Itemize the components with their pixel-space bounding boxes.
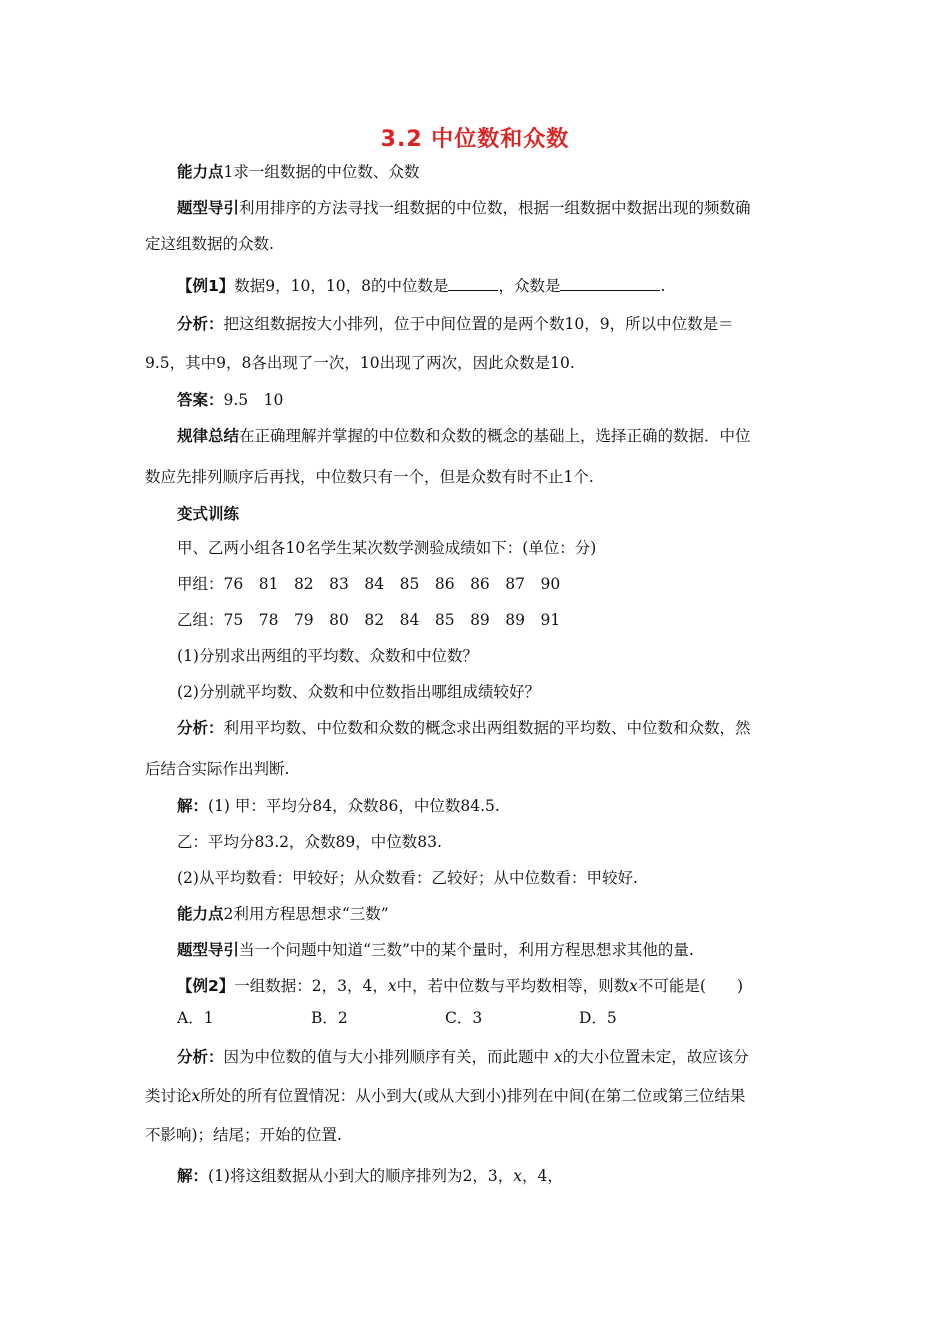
solution-line1: (1) 甲：平均分84，众数86，中位数84.5. bbox=[208, 797, 500, 815]
question-guide-1 bbox=[177, 197, 751, 219]
example-text-a: 数据9，10，10，8的中位数是 bbox=[234, 277, 449, 295]
solution-line2: 乙：平均分83.2，众数89，中位数83. bbox=[177, 833, 442, 851]
option-b: B．2 bbox=[311, 1009, 348, 1027]
analysis-line2 bbox=[145, 1085, 745, 1107]
analysis-line1-b: 的大小位置未定，故应该分 bbox=[562, 1048, 749, 1066]
analysis-line3: 不影响)；结尾；开始的位置. bbox=[145, 1126, 342, 1144]
example-2 bbox=[177, 975, 743, 997]
option-a: A．1 bbox=[177, 1009, 214, 1027]
analysis-line1: 把这组数据按大小排列，位于中间位置的是两个数10，9，所以中位数是＝ bbox=[223, 315, 734, 333]
analysis-line1: 利用平均数、中位数和众数的概念求出两组数据的平均数、中位数和众数，然 bbox=[223, 719, 751, 737]
example-text-b: 中，若中位数与平均数相等，则数 bbox=[396, 977, 630, 995]
practice-question-1: (1)分别求出两组的平均数、众数和中位数？ bbox=[177, 647, 478, 665]
rule-summary bbox=[177, 425, 751, 447]
group-a-scores: 甲组：76 81 82 83 84 85 86 86 87 90 bbox=[177, 575, 561, 593]
group-b-scores: 乙组：75 78 79 80 82 84 85 89 89 91 bbox=[177, 611, 561, 629]
guide-label: 题型导引 bbox=[177, 199, 240, 217]
guide-text-line1: 利用排序的方法寻找一组数据的中位数，根据一组数据中数据出现的频数确 bbox=[239, 199, 751, 217]
solution-label: 解： bbox=[177, 1167, 209, 1185]
solution-line3: (2)从平均数看：甲较好；从众数看：乙较好；从中位数看：甲较好. bbox=[177, 869, 638, 887]
analysis-line2: 9.5，其中9，8各出现了一次，10出现了两次，因此众数是10. bbox=[145, 354, 575, 372]
analysis-line2-a: 类讨论 bbox=[145, 1087, 192, 1105]
ability-point-heading: 能力点 bbox=[177, 905, 224, 923]
solution-label: 解： bbox=[177, 797, 209, 815]
answer-blank-mode bbox=[560, 274, 660, 291]
question-guide-2 bbox=[177, 939, 694, 961]
variable-x: x bbox=[513, 1167, 522, 1185]
example-text-c: 不可能是( ) bbox=[637, 977, 744, 995]
analysis-label: 分析： bbox=[177, 1048, 224, 1066]
practice-heading: 变式训练 bbox=[177, 505, 240, 523]
variable-x: x bbox=[191, 1087, 201, 1105]
example-label: 【例1】 bbox=[177, 277, 235, 295]
analysis-1 bbox=[177, 313, 734, 335]
analysis-line2-b: 所处的所有位置情况：从小到大(或从大到小)排列在中间(在第二位或第三位结果 bbox=[200, 1087, 746, 1105]
answer-1 bbox=[177, 389, 283, 411]
example-label: 【例2】 bbox=[177, 977, 235, 995]
analysis-2 bbox=[177, 717, 751, 739]
ability-point-text: 2利用方程思想求“三数” bbox=[223, 905, 389, 923]
analysis-label: 分析： bbox=[177, 719, 224, 737]
page-title: 3.2 中位数和众数 bbox=[380, 127, 570, 152]
ability-point-text: 1求一组数据的中位数、众数 bbox=[223, 163, 420, 181]
summary-line2: 数应先排列顺序后再找，中位数只有一个，但是众数有时不止1个. bbox=[145, 468, 594, 486]
guide-label: 题型导引 bbox=[177, 941, 240, 959]
analysis-line1-a: 因为中位数的值与大小排列顺序有关，而此题中 bbox=[223, 1048, 554, 1066]
guide-text-line2: 定这组数据的众数. bbox=[145, 235, 274, 253]
answer-blank-median bbox=[448, 274, 498, 291]
solution-2 bbox=[177, 795, 500, 817]
analysis-3 bbox=[177, 1046, 749, 1068]
ability-point-2 bbox=[177, 903, 389, 925]
example-text-c: . bbox=[660, 277, 666, 295]
summary-label: 规律总结 bbox=[177, 427, 240, 445]
analysis-label: 分析： bbox=[177, 315, 224, 333]
practice-question-2: (2)分别就平均数、众数和中位数指出哪组成绩较好？ bbox=[177, 683, 540, 701]
ability-point-heading: 能力点 bbox=[177, 163, 224, 181]
example-text-a: 一组数据：2，3，4， bbox=[234, 977, 388, 995]
variable-x: x bbox=[387, 977, 397, 995]
option-d: D．5 bbox=[579, 1009, 617, 1027]
summary-line1: 在正确理解并掌握的中位数和众数的概念的基础上，选择正确的数据．中位 bbox=[239, 427, 751, 445]
analysis-line2: 后结合实际作出判断. bbox=[145, 760, 290, 778]
variable-x: x bbox=[629, 977, 638, 995]
variable-x: x bbox=[553, 1048, 563, 1066]
solution-text-a: (1)将这组数据从小到大的顺序排列为2，3， bbox=[208, 1167, 514, 1185]
solution-text-b: ，4， bbox=[521, 1167, 563, 1185]
choice-options bbox=[177, 1007, 713, 1029]
answer-text: 9.5 10 bbox=[223, 391, 284, 409]
practice-intro: 甲、乙两小组各10名学生某次数学测验成绩如下：(单位：分) bbox=[177, 539, 597, 557]
solution-3 bbox=[177, 1165, 563, 1187]
example-text-b: ，众数是 bbox=[498, 277, 561, 295]
guide-text: 当一个问题中知道“三数”中的某个量时，利用方程思想求其他的量. bbox=[239, 941, 694, 959]
option-c: C．3 bbox=[445, 1009, 483, 1027]
example-1 bbox=[177, 274, 665, 297]
answer-label: 答案： bbox=[177, 391, 224, 409]
ability-point-1 bbox=[177, 161, 419, 183]
